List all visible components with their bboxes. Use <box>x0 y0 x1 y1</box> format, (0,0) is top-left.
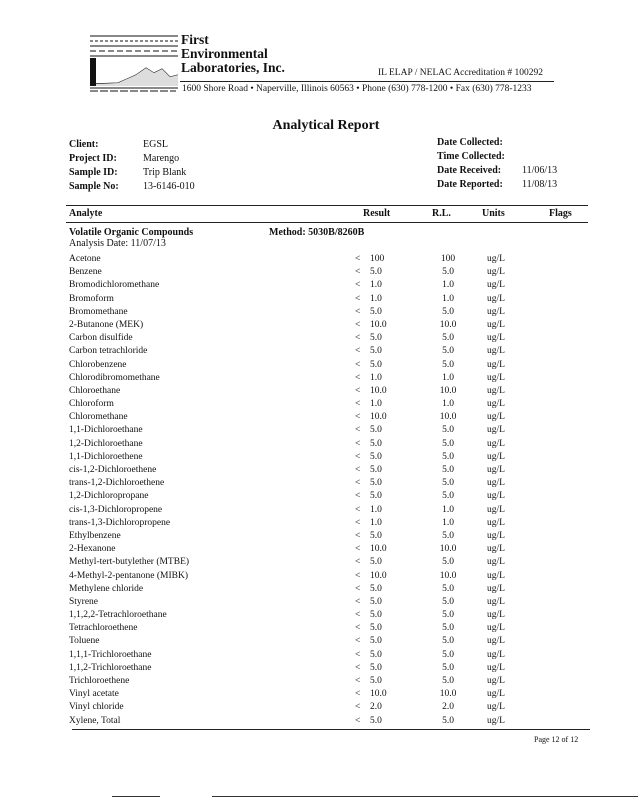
company-name-line-2: Environmental <box>181 46 268 61</box>
unit-value: ug/L <box>487 478 505 489</box>
analyte-name: Chloroform <box>69 399 114 410</box>
result-qualifier: < <box>355 689 361 700</box>
table-row <box>0 398 642 411</box>
unit-value: ug/L <box>487 438 505 449</box>
reporting-limit: 5.0 <box>442 557 454 568</box>
result-value: 5.0 <box>370 359 382 370</box>
result-value: 100 <box>370 254 385 264</box>
unit-value: ug/L <box>487 465 505 475</box>
result-qualifier: < <box>355 412 361 423</box>
table-row <box>0 490 642 503</box>
column-header-rl: R.L. <box>432 208 451 219</box>
result-value: 5.0 <box>370 465 382 475</box>
analyte-name: trans-1,2-Dichloroethene <box>69 478 165 489</box>
result-qualifier: < <box>355 530 361 541</box>
result-value: 5.0 <box>370 636 382 647</box>
reporting-limit: 5.0 <box>442 662 454 673</box>
reporting-limit: 1.0 <box>442 280 454 291</box>
unit-value: ug/L <box>487 702 505 713</box>
analyte-name: 1,2-Dichloropropane <box>69 491 149 502</box>
table-row <box>0 385 642 398</box>
unit-value: ug/L <box>487 306 505 317</box>
date-received-label: Date Received: <box>437 165 502 176</box>
analyte-name: Toluene <box>69 636 100 647</box>
unit-value: ug/L <box>487 346 505 357</box>
section-method: Method: 5030B/8260B <box>269 227 365 238</box>
result-value: 5.0 <box>370 306 382 317</box>
table-row <box>0 279 642 292</box>
result-qualifier: < <box>355 570 361 581</box>
company-name-line-1: First <box>181 32 209 47</box>
analyte-name: Carbon tetrachloride <box>69 346 148 357</box>
unit-value: ug/L <box>487 649 505 660</box>
analyte-name: Xylene, Total <box>69 715 121 726</box>
result-qualifier: < <box>355 438 361 449</box>
reporting-limit: 5.0 <box>442 623 454 634</box>
result-value: 1.0 <box>370 517 382 528</box>
unit-value: ug/L <box>487 676 505 686</box>
table-row <box>0 649 642 662</box>
section-title: Volatile Organic Compounds <box>69 227 194 238</box>
reporting-limit: 10.0 <box>439 544 457 555</box>
unit-value: ug/L <box>487 254 505 264</box>
table-row <box>0 530 642 543</box>
table-row <box>0 319 642 332</box>
analyte-name: Chloromethane <box>69 412 128 423</box>
table-row <box>0 675 642 688</box>
client-label: Client: <box>69 139 99 150</box>
reporting-limit: 5.0 <box>442 465 454 475</box>
column-header-result: Result <box>363 208 391 219</box>
result-value: 10.0 <box>370 385 387 396</box>
client-value: EGSL <box>143 139 168 150</box>
analyte-name: trans-1,3-Dichloropropene <box>69 517 171 528</box>
reporting-limit: 100 <box>440 254 456 264</box>
table-row <box>0 464 642 477</box>
unit-value: ug/L <box>487 293 505 304</box>
result-value: 5.0 <box>370 425 382 436</box>
result-value: 5.0 <box>370 557 382 568</box>
unit-value: ug/L <box>487 333 505 344</box>
date-reported-value: 11/08/13 <box>522 179 558 190</box>
result-value: 5.0 <box>370 610 382 621</box>
unit-value: ug/L <box>487 372 505 383</box>
result-value: 5.0 <box>370 438 382 449</box>
logo-graphic-icon <box>88 28 180 98</box>
result-value: 10.0 <box>370 412 387 423</box>
result-qualifier: < <box>355 649 361 660</box>
analyte-name: Styrene <box>69 596 99 607</box>
analyte-name: 1,1-Dichloroethene <box>69 451 143 462</box>
table-row <box>0 609 642 622</box>
unit-value: ug/L <box>487 425 505 436</box>
result-value: 5.0 <box>370 583 382 594</box>
result-qualifier: < <box>355 623 361 634</box>
analyte-name: cis-1,3-Dichloropropene <box>69 504 163 515</box>
result-qualifier: < <box>355 359 361 370</box>
result-value: 1.0 <box>370 280 382 291</box>
table-row <box>0 622 642 635</box>
analyte-name: 1,2-Dichloroethane <box>69 438 143 449</box>
reporting-limit: 5.0 <box>442 438 454 449</box>
analyte-name: Ethylbenzene <box>69 530 121 541</box>
table-row <box>0 451 642 464</box>
result-qualifier: < <box>355 702 361 713</box>
company-logo <box>88 28 180 98</box>
result-qualifier: < <box>355 280 361 291</box>
reporting-limit: 5.0 <box>442 306 454 317</box>
result-qualifier: < <box>355 478 361 489</box>
reporting-limit: 10.0 <box>439 570 457 581</box>
analyte-name: Trichloroethene <box>69 676 130 686</box>
date-reported-label: Date Reported: <box>437 179 503 190</box>
analyte-name: Carbon disulfide <box>69 333 133 344</box>
table-bottom-rule <box>72 729 590 730</box>
analyte-name: Bromodichloromethane <box>69 280 160 291</box>
result-value: 2.0 <box>370 702 382 713</box>
result-value: 5.0 <box>370 491 382 502</box>
reporting-limit: 10.0 <box>439 689 457 700</box>
table-row <box>0 477 642 490</box>
result-qualifier: < <box>355 425 361 436</box>
reporting-limit: 5.0 <box>442 636 454 647</box>
table-row <box>0 570 642 583</box>
reporting-limit: 5.0 <box>442 359 454 370</box>
result-value: 5.0 <box>370 623 382 634</box>
reporting-limit: 5.0 <box>442 676 454 686</box>
result-value: 1.0 <box>370 504 382 515</box>
result-qualifier: < <box>355 333 361 344</box>
time-collected-label: Time Collected: <box>437 151 505 162</box>
unit-value: ug/L <box>487 267 505 278</box>
result-qualifier: < <box>355 372 361 383</box>
unit-value: ug/L <box>487 715 505 726</box>
result-qualifier: < <box>355 346 361 357</box>
company-name-line-3: Laboratories, Inc. <box>181 60 285 75</box>
result-value: 10.0 <box>370 319 387 330</box>
unit-value: ug/L <box>487 610 505 621</box>
unit-value: ug/L <box>487 583 505 594</box>
table-row <box>0 372 642 385</box>
result-qualifier: < <box>355 491 361 502</box>
result-value: 5.0 <box>370 267 382 278</box>
table-row <box>0 411 642 424</box>
column-header-flags: Flags <box>549 208 572 219</box>
table-row <box>0 517 642 530</box>
footer-rule-right <box>212 796 638 797</box>
result-value: 10.0 <box>370 689 387 700</box>
result-qualifier: < <box>355 544 361 555</box>
result-qualifier: < <box>355 451 361 462</box>
result-qualifier: < <box>355 254 361 264</box>
result-value: 10.0 <box>370 544 387 555</box>
analyte-name: 1,1,1-Trichloroethane <box>69 649 152 660</box>
sample-id-value: Trip Blank <box>143 167 187 178</box>
result-value: 5.0 <box>370 478 382 489</box>
result-value: 5.0 <box>370 346 382 357</box>
result-qualifier: < <box>355 504 361 515</box>
analyte-name: Methylene chloride <box>69 583 144 594</box>
result-value: 1.0 <box>370 293 382 304</box>
analysis-date: Analysis Date: 11/07/13 <box>69 238 166 249</box>
table-top-rule <box>66 205 588 206</box>
analyte-name: Bromomethane <box>69 306 128 317</box>
header-rule <box>180 81 554 82</box>
table-row <box>0 688 642 701</box>
analyte-name: 2-Butanone (MEK) <box>69 319 144 330</box>
reporting-limit: 5.0 <box>442 649 454 660</box>
result-qualifier: < <box>355 715 361 726</box>
analyte-name: Methyl-tert-butylether (MTBE) <box>69 557 190 568</box>
column-header-units: Units <box>482 208 505 219</box>
table-row <box>0 438 642 451</box>
sample-no-value: 13-6146-010 <box>143 181 195 192</box>
unit-value: ug/L <box>487 662 505 673</box>
reporting-limit: 5.0 <box>442 267 454 278</box>
date-received-value: 11/06/13 <box>522 165 558 176</box>
result-qualifier: < <box>355 557 361 568</box>
result-value: 5.0 <box>370 715 382 726</box>
reporting-limit: 10.0 <box>439 412 457 423</box>
reporting-limit: 5.0 <box>442 478 454 489</box>
table-row <box>0 543 642 556</box>
address: 1600 Shore Road • Naperville, Illinois 60563 • Phone (630) 778-1200 • Fax (630) 778-1233 <box>182 84 532 94</box>
result-qualifier: < <box>355 596 361 607</box>
result-value: 5.0 <box>370 333 382 344</box>
analyte-name: 4-Methyl-2-pentanone (MIBK) <box>69 570 188 581</box>
project-id-value: Marengo <box>143 153 180 164</box>
result-value: 5.0 <box>370 676 382 686</box>
reporting-limit: 5.0 <box>442 530 454 541</box>
unit-value: ug/L <box>487 530 505 541</box>
result-qualifier: < <box>355 662 361 673</box>
unit-value: ug/L <box>487 412 505 423</box>
result-qualifier: < <box>355 267 361 278</box>
result-qualifier: < <box>355 636 361 647</box>
table-header-rule <box>66 222 588 223</box>
analyte-table <box>0 253 642 728</box>
reporting-limit: 1.0 <box>442 504 454 515</box>
sample-no-label: Sample No: <box>69 181 119 192</box>
table-row <box>0 701 642 714</box>
analyte-name: 2-Hexanone <box>69 544 116 555</box>
table-row <box>0 293 642 306</box>
analyte-name: Benzene <box>69 267 102 278</box>
reporting-limit: 5.0 <box>442 583 454 594</box>
sample-id-label: Sample ID: <box>69 167 118 178</box>
page-title: Analytical Report <box>272 118 380 133</box>
result-qualifier: < <box>355 583 361 594</box>
unit-value: ug/L <box>487 570 505 581</box>
table-row <box>0 266 642 279</box>
table-row <box>0 596 642 609</box>
unit-value: ug/L <box>487 491 505 502</box>
analyte-name: Bromoform <box>69 293 114 304</box>
reporting-limit: 10.0 <box>439 385 457 396</box>
column-header-analyte: Analyte <box>69 208 103 219</box>
reporting-limit: 5.0 <box>442 715 454 726</box>
unit-value: ug/L <box>487 319 505 330</box>
reporting-limit: 5.0 <box>442 610 454 621</box>
table-row <box>0 306 642 319</box>
reporting-limit: 5.0 <box>442 425 454 436</box>
reporting-limit: 2.0 <box>442 702 454 713</box>
analyte-name: cis-1,2-Dichloroethene <box>69 465 157 475</box>
project-id-label: Project ID: <box>69 153 117 164</box>
unit-value: ug/L <box>487 280 505 291</box>
table-row <box>0 253 642 266</box>
result-value: 5.0 <box>370 662 382 673</box>
unit-value: ug/L <box>487 544 505 555</box>
result-value: 1.0 <box>370 399 382 410</box>
accreditation: IL ELAP / NELAC Accreditation # 100292 <box>378 68 543 78</box>
table-row <box>0 359 642 372</box>
table-row <box>0 635 642 648</box>
analyte-name: 1,1-Dichloroethane <box>69 425 143 436</box>
unit-value: ug/L <box>487 689 505 700</box>
result-qualifier: < <box>355 319 361 330</box>
analyte-name: Chloroethane <box>69 385 121 396</box>
result-qualifier: < <box>355 306 361 317</box>
table-row <box>0 504 642 517</box>
analyte-name: 1,1,2-Trichloroethane <box>69 662 152 673</box>
unit-value: ug/L <box>487 636 505 647</box>
reporting-limit: 5.0 <box>442 333 454 344</box>
reporting-limit: 1.0 <box>442 399 454 410</box>
table-row <box>0 424 642 437</box>
result-value: 5.0 <box>370 530 382 541</box>
unit-value: ug/L <box>487 557 505 568</box>
result-value: 5.0 <box>370 649 382 660</box>
reporting-limit: 5.0 <box>442 346 454 357</box>
analyte-name: Chlorobenzene <box>69 359 127 370</box>
reporting-limit: 10.0 <box>439 319 457 330</box>
reporting-limit: 1.0 <box>442 517 454 528</box>
unit-value: ug/L <box>487 623 505 634</box>
result-qualifier: < <box>355 676 361 686</box>
table-row <box>0 345 642 358</box>
unit-value: ug/L <box>487 504 505 515</box>
page-number: Page 12 of 12 <box>534 735 579 744</box>
result-qualifier: < <box>355 293 361 304</box>
unit-value: ug/L <box>487 596 505 607</box>
unit-value: ug/L <box>487 451 505 462</box>
reporting-limit: 5.0 <box>442 596 454 607</box>
unit-value: ug/L <box>487 399 505 410</box>
reporting-limit: 5.0 <box>442 491 454 502</box>
reporting-limit: 1.0 <box>442 293 454 304</box>
analyte-name: Vinyl acetate <box>69 689 119 700</box>
unit-value: ug/L <box>487 359 505 370</box>
company-name <box>181 33 285 75</box>
date-collected-label: Date Collected: <box>437 137 503 148</box>
analyte-name: Acetone <box>69 254 101 264</box>
table-row <box>0 662 642 675</box>
table-row <box>0 715 642 728</box>
reporting-limit: 1.0 <box>442 372 454 383</box>
footer-rule-left <box>112 796 160 797</box>
analyte-name: Tetrachloroethene <box>69 623 138 634</box>
analyte-name: Chlorodibromomethane <box>69 372 160 383</box>
analyte-name: Vinyl chloride <box>69 702 124 713</box>
table-row <box>0 583 642 596</box>
result-value: 5.0 <box>370 451 382 462</box>
table-row <box>0 332 642 345</box>
analyte-name: 1,1,2,2-Tetrachloroethane <box>69 610 167 621</box>
result-qualifier: < <box>355 399 361 410</box>
result-value: 1.0 <box>370 372 382 383</box>
unit-value: ug/L <box>487 385 505 396</box>
result-qualifier: < <box>355 385 361 396</box>
result-qualifier: < <box>355 465 361 475</box>
reporting-limit: 5.0 <box>442 451 454 462</box>
table-row <box>0 556 642 569</box>
result-qualifier: < <box>355 610 361 621</box>
result-value: 10.0 <box>370 570 387 581</box>
result-qualifier: < <box>355 517 361 528</box>
result-value: 5.0 <box>370 596 382 607</box>
unit-value: ug/L <box>487 517 505 528</box>
